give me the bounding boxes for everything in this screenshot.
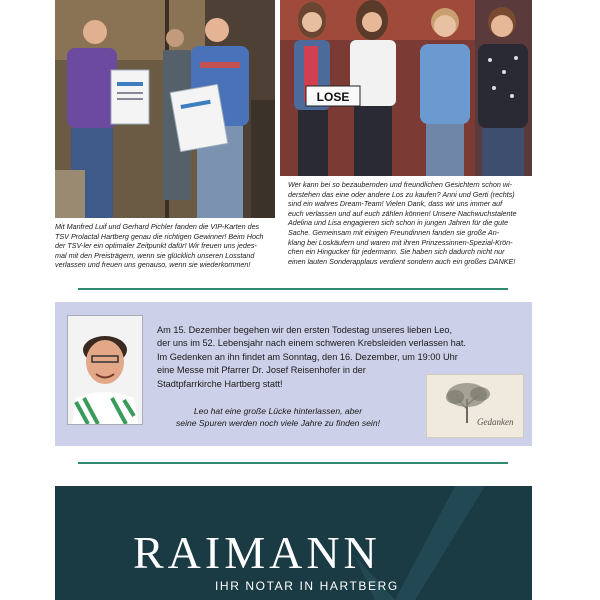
memorial-line: Im Gedenken an ihn findet am Sonntag, den 16. Dezember, um 19:00 Uhr — [157, 351, 458, 362]
photo-dream-team-image — [280, 0, 532, 176]
tree-icon — [427, 375, 523, 437]
caption-line: einen lauten Sonderapplaus verdient sondern auch ein großes DANKE! — [288, 256, 516, 266]
memorial-portrait — [67, 315, 143, 425]
memorial-line: eine Messe mit Pfarrer Dr. Josef Reisenhofer in der — [157, 365, 366, 376]
photo-vip-winners — [55, 0, 275, 218]
memorial-line: Stadtpfarrkirche Hartberg statt! — [157, 378, 283, 389]
divider-rule-bottom — [78, 462, 508, 464]
caption-line: Mit Manfred Luif und Gerhard Pichler fanden die VIP-Karten des — [55, 222, 260, 231]
ad-banner — [55, 486, 532, 600]
caption-line: Sache. Gemeinsam mit einigen Freundinnen fanden sie große An- — [288, 227, 500, 237]
caption-dream-team — [288, 180, 534, 266]
caption-line: chen ein Hingucker für jedermann. Sie haben sich dadurch nicht nur — [288, 247, 505, 257]
divider-rule-top — [78, 288, 508, 290]
quote-line: seine Spuren werden noch viele Jahre zu finden sein! — [176, 417, 380, 428]
quote-line: Leo hat eine große Lücke hinterlassen, aber — [193, 406, 363, 416]
caption-line: verlassen und freuen uns genauso, wenn sie wiederkommen! — [55, 260, 251, 270]
caption-vip-winners — [55, 222, 277, 270]
caption-line: Adelina und Lisa engagieren sich schon in jungen Jahren für die gute — [288, 218, 509, 228]
portrait-image — [68, 316, 142, 424]
caption-line: mal mit den Preisträgern, wenn sie glücklich unseren Losstand — [55, 250, 255, 260]
lose-box-label: LOSE — [316, 90, 350, 104]
memorial-box — [55, 302, 532, 446]
brand-name: RAIMANN — [133, 527, 381, 578]
caption-line: klang bei Loskäufern und waren mit ihren Prinzessinnen-Spezial-Krön- — [288, 237, 513, 247]
photo-vip-winners-image — [55, 0, 275, 218]
caption-line: TSV Prolactal Hartberg genau die richtigen Gewinner! Beim Hoch — [55, 231, 264, 241]
memorial-line: Am 15. Dezember begehen wir den ersten Todestag unseres lieben Leo, — [157, 325, 453, 335]
caption-line: euch verlassen und auf euch zählen können! Unsere Nachwuchstalente — [288, 208, 517, 218]
caption-line: Wer kann bei so bezaubernden und freundlichen Gesichtern schon wi- — [288, 180, 513, 189]
memorial-quote — [157, 406, 399, 429]
memorial-line: der uns im 52. Lebensjahr nach einem schweren Krebsleiden verlassen hat. — [157, 338, 466, 349]
caption-line: sind ein wahres Dream-Team! Vielen Dank, dass wir uns immer auf — [288, 199, 503, 209]
memorial-card-text: Gedanken — [477, 417, 514, 427]
photo-dream-team — [280, 0, 532, 176]
memorial-card — [426, 374, 524, 438]
caption-line: der TSV-ler ein optimaler Zeitpunkt dafür! Wir freuen uns jedes- — [55, 241, 257, 251]
caption-line: derstehen das eine oder andere Los zu kaufen? Anni und Gerti (rechts) — [288, 189, 515, 199]
brand-tagline: IHR NOTAR IN HARTBERG — [215, 579, 399, 593]
